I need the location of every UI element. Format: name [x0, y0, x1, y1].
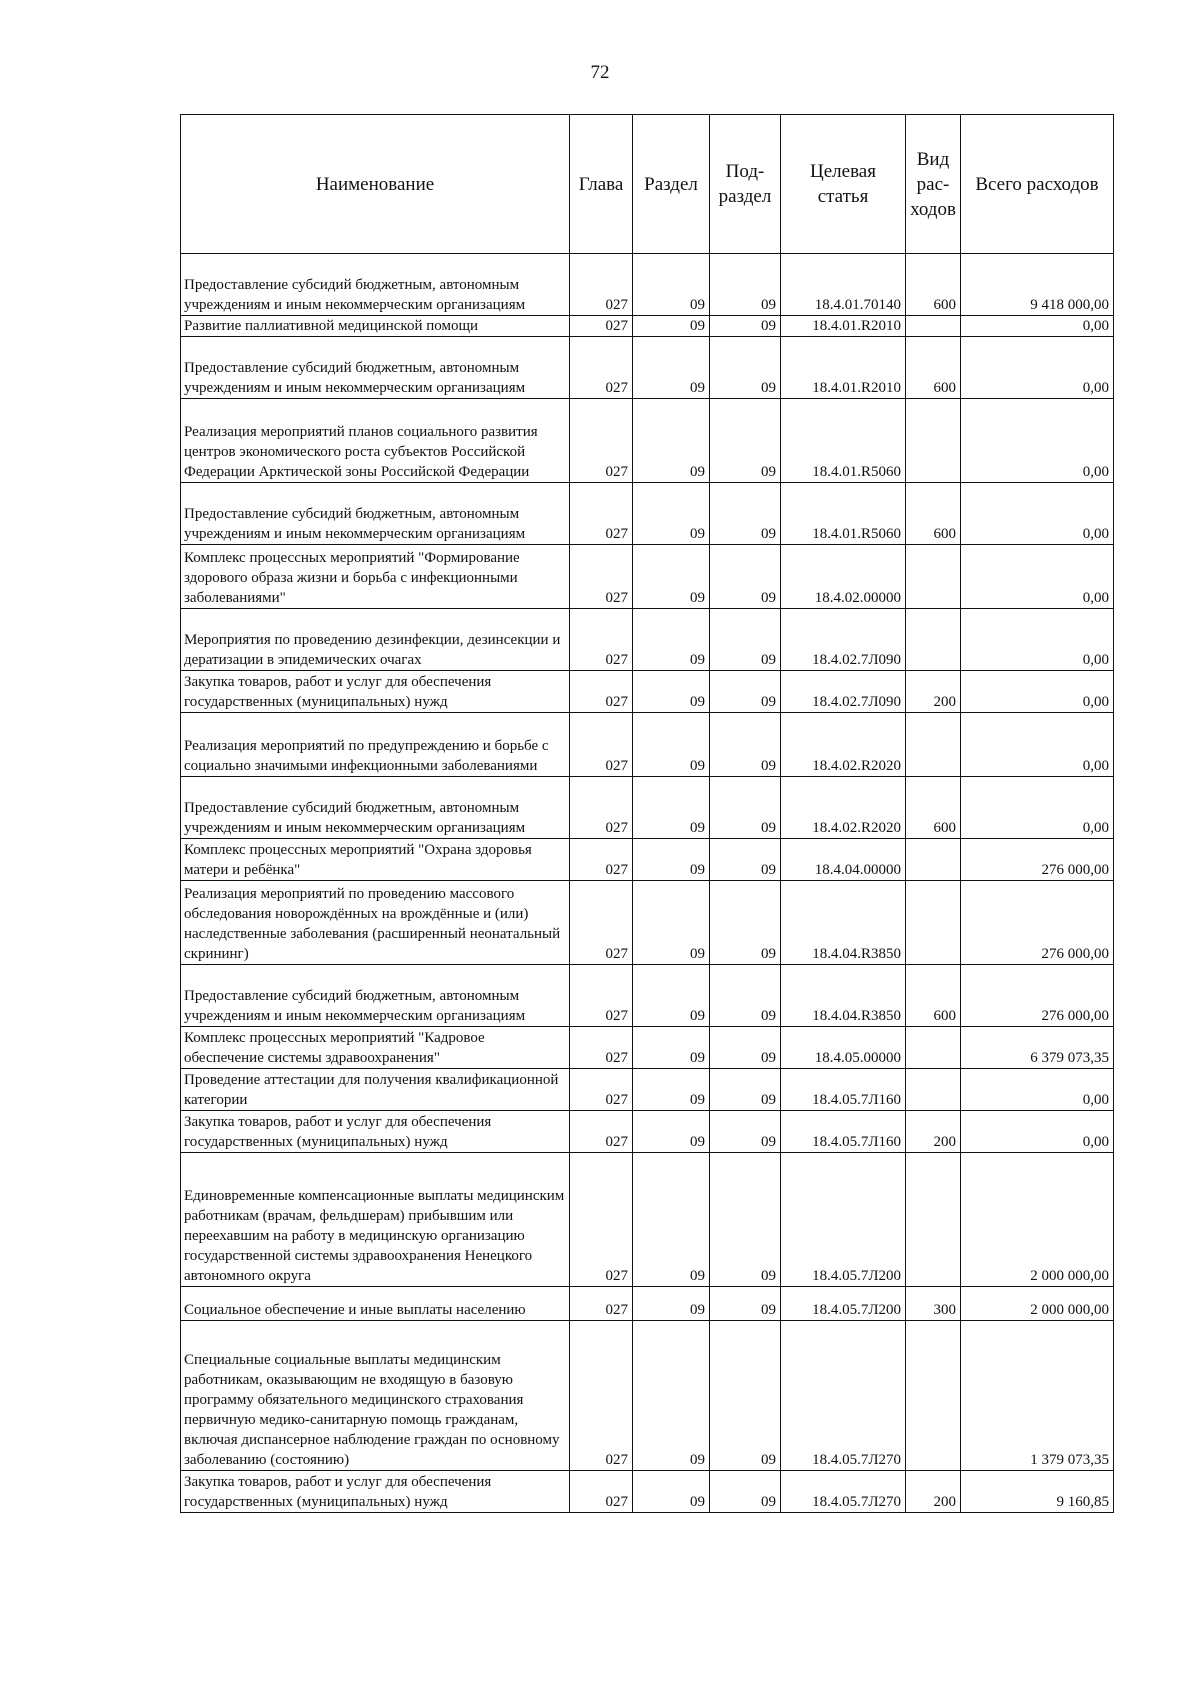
table-row: [181, 254, 1114, 316]
header-name: [181, 115, 570, 254]
cell-name: Закупка товаров, работ и услуг для обеспечения государственных (муниципальных) нужд: [181, 1471, 570, 1513]
header-statya-line2: статья: [817, 186, 869, 207]
cell-glava: 027: [570, 965, 633, 1027]
cell-glava: 027: [570, 399, 633, 483]
cell-total: 1 379 073,35: [961, 1321, 1114, 1471]
cell-razdel: 09: [633, 881, 710, 965]
budget-table: [180, 114, 1114, 1513]
cell-glava: 027: [570, 1287, 633, 1321]
cell-glava: 027: [570, 483, 633, 545]
header-vid: [906, 115, 961, 254]
cell-total: 0,00: [961, 777, 1114, 839]
cell-name: Реализация мероприятий по предупреждению и борьбе с социально значимыми инфекционными заболеваниями: [181, 713, 570, 777]
header-total-label: Всего расходов: [975, 173, 1099, 195]
cell-podrazdel: 09: [710, 337, 781, 399]
cell-total: 0,00: [961, 316, 1114, 337]
cell-name: Комплекс процессных мероприятий "Кадровое обеспечение системы здравоохранения": [181, 1027, 570, 1069]
cell-vid: 200: [906, 671, 961, 713]
table-row: [181, 483, 1114, 545]
cell-razdel: 09: [633, 1153, 710, 1287]
cell-podrazdel: 09: [710, 965, 781, 1027]
cell-vid: 200: [906, 1471, 961, 1513]
cell-razdel: 09: [633, 545, 710, 609]
table-row: [181, 1027, 1114, 1069]
cell-glava: 027: [570, 337, 633, 399]
cell-vid: [906, 713, 961, 777]
cell-podrazdel: 09: [710, 777, 781, 839]
cell-razdel: 09: [633, 609, 710, 671]
cell-total: 2 000 000,00: [961, 1287, 1114, 1321]
cell-podrazdel: 09: [710, 545, 781, 609]
table-row: [181, 545, 1114, 609]
cell-vid: [906, 545, 961, 609]
cell-total: 0,00: [961, 1111, 1114, 1153]
cell-statya: 18.4.01.R2010: [781, 316, 906, 337]
cell-statya: 18.4.05.7Л270: [781, 1321, 906, 1471]
cell-vid: [906, 881, 961, 965]
cell-name: Развитие паллиативной медицинской помощи: [181, 316, 570, 337]
cell-razdel: 09: [633, 399, 710, 483]
header-name-label: Наименование: [315, 173, 435, 195]
cell-podrazdel: 09: [710, 839, 781, 881]
cell-razdel: 09: [633, 1287, 710, 1321]
cell-name: Специальные социальные выплаты медицинским работникам, оказывающим не входящую в базовую программу обязательного медицинского страхования первичную медико-санитарную помощь гражданам, включая диспансерное наблюдение граждан по основному заболеванию (состоянию): [181, 1321, 570, 1471]
cell-razdel: 09: [633, 1471, 710, 1513]
cell-vid: [906, 1321, 961, 1471]
table-row: [181, 1111, 1114, 1153]
table-row: [181, 965, 1114, 1027]
cell-statya: 18.4.05.7Л160: [781, 1069, 906, 1111]
cell-razdel: 09: [633, 337, 710, 399]
cell-statya: 18.4.02.R2020: [781, 777, 906, 839]
cell-razdel: 09: [633, 316, 710, 337]
cell-name: Предоставление субсидий бюджетным, автономным учреждениям и иным некоммерческим организациям: [181, 965, 570, 1027]
table-row: [181, 881, 1114, 965]
cell-vid: 600: [906, 965, 961, 1027]
cell-podrazdel: 09: [710, 609, 781, 671]
header-statya: [781, 115, 906, 254]
cell-total: 0,00: [961, 337, 1114, 399]
cell-vid: 300: [906, 1287, 961, 1321]
cell-name: Реализация мероприятий по проведению массового обследования новорождённых на врождённые и (или) наследственные заболевания (расширенный неонатальный скрининг): [181, 881, 570, 965]
cell-podrazdel: 09: [710, 1321, 781, 1471]
cell-total: 0,00: [961, 671, 1114, 713]
cell-podrazdel: 09: [710, 881, 781, 965]
header-razdel: [633, 115, 710, 254]
cell-razdel: 09: [633, 839, 710, 881]
cell-statya: 18.4.01.R5060: [781, 399, 906, 483]
cell-razdel: 09: [633, 965, 710, 1027]
cell-glava: 027: [570, 316, 633, 337]
cell-total: 0,00: [961, 483, 1114, 545]
cell-name: Проведение аттестации для получения квалификационной категории: [181, 1069, 570, 1111]
cell-podrazdel: 09: [710, 1027, 781, 1069]
cell-podrazdel: 09: [710, 316, 781, 337]
header-vid-line1: Вид: [916, 148, 950, 170]
cell-total: 276 000,00: [961, 881, 1114, 965]
cell-name: Предоставление субсидий бюджетным, автономным учреждениям и иным некоммерческим организациям: [181, 777, 570, 839]
table-row: [181, 337, 1114, 399]
cell-glava: 027: [570, 1471, 633, 1513]
header-podrazdel-line2: раздел: [718, 186, 772, 207]
cell-name: Предоставление субсидий бюджетным, автономным учреждениям и иным некоммерческим организациям: [181, 337, 570, 399]
header-statya-line1: Целевая: [810, 161, 876, 182]
cell-name: Социальное обеспечение и иные выплаты населению: [181, 1287, 570, 1321]
cell-name: Мероприятия по проведению дезинфекции, дезинсекции и дератизации в эпидемических очагах: [181, 609, 570, 671]
cell-total: 0,00: [961, 1069, 1114, 1111]
header-total: [961, 115, 1114, 254]
cell-glava: 027: [570, 1321, 633, 1471]
header-podrazdel-line1: Под-: [725, 161, 765, 182]
cell-name: Закупка товаров, работ и услуг для обеспечения государственных (муниципальных) нужд: [181, 671, 570, 713]
cell-vid: [906, 316, 961, 337]
cell-total: 276 000,00: [961, 965, 1114, 1027]
cell-podrazdel: 09: [710, 483, 781, 545]
table-row: [181, 713, 1114, 777]
cell-podrazdel: 09: [710, 713, 781, 777]
cell-podrazdel: 09: [710, 1471, 781, 1513]
cell-total: 9 418 000,00: [961, 254, 1114, 316]
table-row: [181, 1153, 1114, 1287]
cell-vid: [906, 1027, 961, 1069]
cell-vid: [906, 1153, 961, 1287]
header-glava: [570, 115, 633, 254]
cell-glava: 027: [570, 545, 633, 609]
cell-podrazdel: 09: [710, 399, 781, 483]
page-number: 72: [590, 62, 610, 83]
table-body: [181, 254, 1114, 1513]
cell-statya: 18.4.02.7Л090: [781, 609, 906, 671]
cell-podrazdel: 09: [710, 671, 781, 713]
cell-glava: 027: [570, 671, 633, 713]
cell-statya: 18.4.05.7Л270: [781, 1471, 906, 1513]
table-row: [181, 316, 1114, 337]
cell-glava: 027: [570, 713, 633, 777]
cell-name: Реализация мероприятий планов социального развития центров экономического роста субъектов Российской Федерации Арктической зоны Российской Федерации: [181, 399, 570, 483]
cell-razdel: 09: [633, 1321, 710, 1471]
cell-name: Закупка товаров, работ и услуг для обеспечения государственных (муниципальных) нужд: [181, 1111, 570, 1153]
cell-podrazdel: 09: [710, 1111, 781, 1153]
header-razdel-label: Раздел: [644, 173, 698, 195]
cell-name: Комплекс процессных мероприятий "Охрана здоровья матери и ребёнка": [181, 839, 570, 881]
header-row: [181, 115, 1114, 254]
cell-total: 0,00: [961, 609, 1114, 671]
cell-razdel: 09: [633, 671, 710, 713]
cell-podrazdel: 09: [710, 1153, 781, 1287]
cell-statya: 18.4.05.7Л200: [781, 1153, 906, 1287]
cell-glava: 027: [570, 1069, 633, 1111]
table-wrapper: [180, 114, 1114, 1513]
cell-podrazdel: 09: [710, 1069, 781, 1111]
cell-vid: 600: [906, 483, 961, 545]
cell-glava: 027: [570, 777, 633, 839]
cell-statya: 18.4.05.00000: [781, 1027, 906, 1069]
table-row: [181, 1069, 1114, 1111]
table-row: [181, 839, 1114, 881]
table-row: [181, 1471, 1114, 1513]
cell-glava: 027: [570, 1111, 633, 1153]
cell-statya: 18.4.05.7Л200: [781, 1287, 906, 1321]
cell-vid: [906, 609, 961, 671]
cell-razdel: 09: [633, 254, 710, 316]
header-vid-line2: рас-: [916, 173, 950, 195]
header-podrazdel: [710, 115, 781, 254]
cell-statya: 18.4.02.00000: [781, 545, 906, 609]
cell-statya: 18.4.04.R3850: [781, 965, 906, 1027]
cell-razdel: 09: [633, 1069, 710, 1111]
cell-total: 0,00: [961, 545, 1114, 609]
cell-vid: 200: [906, 1111, 961, 1153]
cell-razdel: 09: [633, 777, 710, 839]
cell-statya: 18.4.02.7Л090: [781, 671, 906, 713]
header-vid-line3: ходов: [910, 198, 956, 220]
cell-statya: 18.4.02.R2020: [781, 713, 906, 777]
cell-name: Единовременные компенсационные выплаты медицинским работникам (врачам, фельдшерам) прибывшим или переехавшим на работу в медицинскую организацию государственной системы здравоохранения Ненецкого автономного округа: [181, 1153, 570, 1287]
cell-vid: 600: [906, 254, 961, 316]
cell-podrazdel: 09: [710, 1287, 781, 1321]
cell-total: 6 379 073,35: [961, 1027, 1114, 1069]
table-row: [181, 777, 1114, 839]
cell-razdel: 09: [633, 483, 710, 545]
table-header: [181, 115, 1114, 254]
cell-vid: 600: [906, 777, 961, 839]
cell-glava: 027: [570, 881, 633, 965]
cell-vid: [906, 399, 961, 483]
cell-glava: 027: [570, 1153, 633, 1287]
cell-statya: 18.4.04.00000: [781, 839, 906, 881]
cell-podrazdel: 09: [710, 254, 781, 316]
cell-glava: 027: [570, 254, 633, 316]
table-row: [181, 609, 1114, 671]
cell-name: Комплекс процессных мероприятий "Формирование здорового образа жизни и борьба с инфекционными заболеваниями": [181, 545, 570, 609]
table-row: [181, 1321, 1114, 1471]
cell-statya: 18.4.01.70140: [781, 254, 906, 316]
cell-total: 276 000,00: [961, 839, 1114, 881]
cell-total: 9 160,85: [961, 1471, 1114, 1513]
cell-name: Предоставление субсидий бюджетным, автономным учреждениям и иным некоммерческим организациям: [181, 483, 570, 545]
cell-statya: 18.4.01.R5060: [781, 483, 906, 545]
cell-razdel: 09: [633, 1111, 710, 1153]
table-row: [181, 399, 1114, 483]
cell-razdel: 09: [633, 713, 710, 777]
cell-total: 0,00: [961, 713, 1114, 777]
cell-vid: [906, 839, 961, 881]
cell-vid: [906, 1069, 961, 1111]
cell-total: 0,00: [961, 399, 1114, 483]
cell-razdel: 09: [633, 1027, 710, 1069]
table-row: [181, 671, 1114, 713]
cell-glava: 027: [570, 839, 633, 881]
cell-statya: 18.4.01.R2010: [781, 337, 906, 399]
cell-statya: 18.4.04.R3850: [781, 881, 906, 965]
cell-total: 2 000 000,00: [961, 1153, 1114, 1287]
cell-vid: 600: [906, 337, 961, 399]
cell-name: Предоставление субсидий бюджетным, автономным учреждениям и иным некоммерческим организациям: [181, 254, 570, 316]
cell-statya: 18.4.05.7Л160: [781, 1111, 906, 1153]
cell-glava: 027: [570, 1027, 633, 1069]
cell-glava: 027: [570, 609, 633, 671]
header-glava-label: Глава: [578, 173, 624, 195]
table-row: [181, 1287, 1114, 1321]
